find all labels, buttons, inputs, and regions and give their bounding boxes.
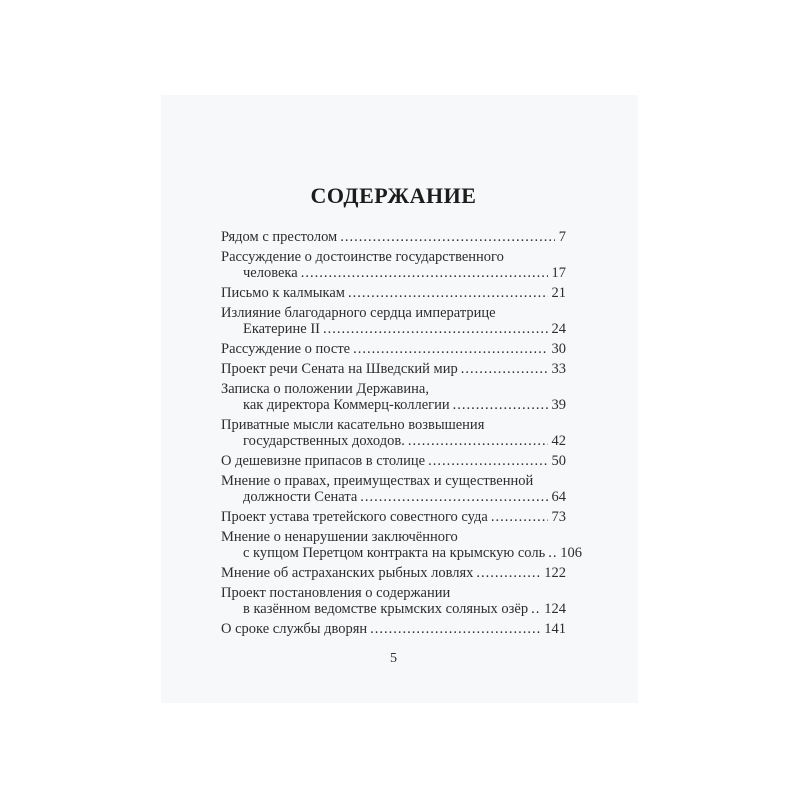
toc-entry-title: человека — [243, 265, 298, 281]
dot-leader — [323, 321, 547, 337]
toc-page-number: 24 — [551, 321, 566, 337]
toc-entry-line — [221, 265, 566, 281]
dot-leader — [453, 397, 548, 413]
toc-page-number: 17 — [551, 265, 566, 281]
toc-entry — [221, 453, 566, 469]
toc-entry-title: в казённом ведомстве крымских соляных озёр — [243, 601, 529, 617]
toc-entry-line — [221, 321, 566, 337]
toc-page-number: 64 — [551, 489, 566, 505]
toc-page-number: 141 — [544, 621, 566, 637]
toc-entry-line: Приватные мысли касательно возвышения — [221, 417, 485, 433]
toc-entry-line — [221, 601, 566, 617]
toc-entry-line: Излияние благодарного сердца императрице — [221, 305, 496, 321]
page-folio: 5 — [390, 651, 397, 666]
toc-entry-title: Письмо к калмыкам — [221, 285, 345, 301]
toc-entry — [221, 585, 566, 617]
toc-entry-line — [221, 361, 566, 377]
toc-entry-title: государственных доходов. — [243, 433, 405, 449]
toc-entry-line: Рассуждение о достоинстве государственного — [221, 249, 504, 265]
page-sheet — [161, 95, 638, 703]
toc-entry — [221, 229, 566, 245]
toc-entry-line: Мнение о ненарушении заключённого — [221, 529, 458, 545]
toc-entry — [221, 417, 566, 449]
toc-entry-line — [221, 397, 566, 413]
dot-leader — [353, 341, 547, 357]
dot-leader — [491, 509, 548, 525]
toc-entry — [221, 509, 566, 525]
toc-entry — [221, 381, 566, 413]
toc-entry — [221, 341, 566, 357]
toc-page-number: 39 — [551, 397, 566, 413]
toc-entry — [221, 565, 566, 581]
toc-entry-title: Мнение об астраханских рыбных ловлях — [221, 565, 474, 581]
dot-leader — [360, 489, 547, 505]
dot-leader — [340, 229, 555, 245]
toc-entry-line — [221, 229, 566, 245]
toc-page-number: 106 — [560, 545, 582, 561]
toc-entry-title: как директора Коммерц-коллегии — [243, 397, 450, 413]
toc-entry — [221, 621, 566, 637]
toc-entry-line — [221, 489, 566, 505]
toc-entry-line: Записка о положении Державина, — [221, 381, 429, 397]
toc-entry-line — [221, 509, 566, 525]
toc-page-number: 33 — [551, 361, 566, 377]
toc-entry — [221, 529, 582, 561]
toc-page-number: 30 — [551, 341, 566, 357]
toc-page-number: 73 — [551, 509, 566, 525]
toc-page-number: 122 — [544, 565, 566, 581]
toc-content — [221, 95, 582, 667]
toc-entries — [221, 229, 582, 637]
toc-page-number: 21 — [551, 285, 566, 301]
toc-entry — [221, 473, 566, 505]
toc-entry-title: Екатерине II — [243, 321, 321, 337]
dot-leader — [408, 433, 548, 449]
dot-leader — [370, 621, 540, 637]
dot-leader — [301, 265, 548, 281]
dot-leader — [548, 545, 556, 561]
toc-entry-title: Проект речи Сената на Шведский мир — [221, 361, 458, 377]
toc-page-number: 42 — [551, 433, 566, 449]
toc-entry — [221, 305, 566, 337]
toc-entry-line — [221, 545, 582, 561]
dot-leader — [531, 601, 540, 617]
toc-entry — [221, 285, 566, 301]
toc-entry-line — [221, 453, 566, 469]
dot-leader — [428, 453, 547, 469]
toc-entry-title: О сроке службы дворян — [221, 621, 368, 637]
toc-entry — [221, 361, 566, 377]
toc-entry-title: с купцом Перетцом контракта на крымскую соль — [243, 545, 546, 561]
toc-entry-line — [221, 433, 566, 449]
toc-entry-line: Проект постановления о содержании — [221, 585, 451, 601]
toc-entry-title: Рассуждение о посте — [221, 341, 351, 357]
dot-leader — [348, 285, 548, 301]
toc-title: СОДЕРЖАНИЕ — [310, 183, 477, 208]
toc-entry-title: Проект устава третейского совестного суда — [221, 509, 488, 525]
toc-entry-line — [221, 285, 566, 301]
toc-entry — [221, 249, 566, 281]
toc-entry-line: Мнение о правах, преимуществах и существенной — [221, 473, 534, 489]
toc-page-number: 50 — [551, 453, 566, 469]
toc-page-number: 124 — [544, 601, 566, 617]
dot-leader — [461, 361, 548, 377]
toc-entry-line — [221, 341, 566, 357]
dot-leader — [476, 565, 540, 581]
toc-entry-title: Рядом с престолом — [221, 229, 338, 245]
toc-entry-title: должности Сената — [243, 489, 358, 505]
toc-entry-line — [221, 621, 566, 637]
toc-entry-line — [221, 565, 566, 581]
toc-page-number: 7 — [558, 229, 566, 245]
toc-entry-title: О дешевизне припасов в столице — [221, 453, 426, 469]
